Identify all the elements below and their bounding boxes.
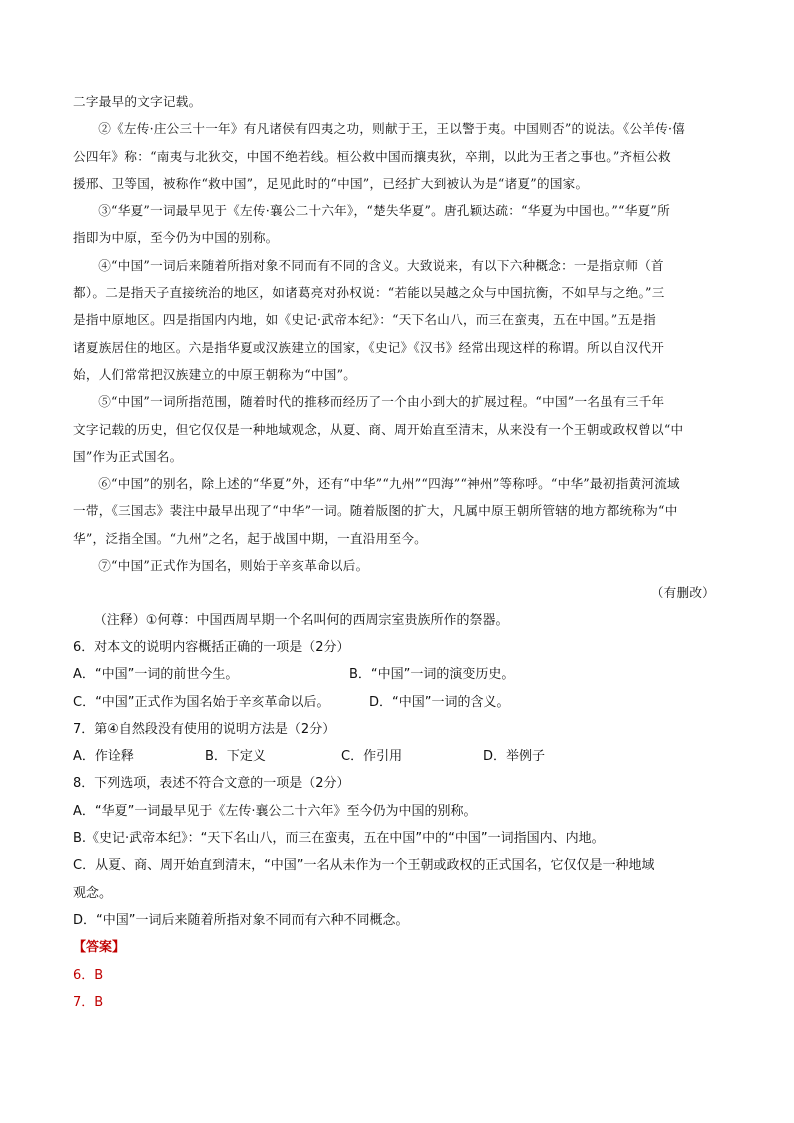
passage-line: 始，人们常常把汉族建立的中原王朝称为“中国”。 — [73, 366, 357, 382]
passage-line: 指即为中原，至今仍为中国的别称。 — [73, 230, 279, 246]
options-row — [73, 743, 723, 770]
option-c: C．从夏、商、周开始直到清末，“中国”一名从未作为一个王朝或政权的正式国名，它仅仅是一种地域 — [73, 858, 655, 874]
option-b: B.《史记·武帝本纪》：“天下名山八，而三在蛮夷，五在中国”中的“中国”一词指国内、内地。 — [73, 831, 605, 847]
question-7 — [73, 716, 723, 771]
question-6 — [73, 634, 723, 716]
option-a: A．“中国”一词的前世今生。 — [73, 667, 239, 683]
passage-line: 国”作为正式国名。 — [73, 448, 183, 464]
option-a: A．“华夏”一词最早见于《左传·襄公二十六年》至今仍为中国的别称。 — [73, 803, 477, 819]
passage-paragraph-6: ⑥“中国”的别名，除上述的“华夏”外，还有“中华”“九州”“四海”“神州”等称呼。“中华”最初指黄河流域 — [98, 476, 680, 492]
answer-7: 7．B — [73, 994, 104, 1010]
option-c: C．“中国”正式作为国名始于辛亥革命以后。 — [73, 694, 330, 710]
option-c: C．作引用 — [341, 749, 403, 765]
option-a: A．作诠释 — [73, 749, 134, 765]
passage-paragraph-3: ③“华夏”一词最早见于《左传·襄公二十六年》，“楚失华夏”。唐孔颖达疏：“华夏为中国也。”“华夏”所 — [98, 203, 670, 219]
passage-line: 华”，泛指全国。“九州”之名，起于战国中期，一直沿用至今。 — [73, 530, 428, 546]
option-c-continued: 观念。 — [73, 885, 113, 901]
option-b: B．下定义 — [205, 749, 266, 765]
passage-line: 一带，《三国志》裴注中最早出现了“中华”一词。随着版图的扩大，凡属中原王朝所管辖的地方都统称为“中 — [73, 503, 678, 519]
passage-line: 二字最早的文字记载。 — [73, 94, 202, 109]
answer-section — [73, 934, 723, 1016]
passage-line: 是指中原地区。四是指国内内地，如《史记·武帝本纪》：“天下名山八，而三在蛮夷，五在中国。”五是指 — [73, 312, 656, 328]
annotation-note: （注释）①何尊：中国西周早期一个名叫何的西周宗室贵族所作的祭器。 — [93, 612, 509, 628]
document-page — [73, 88, 723, 1016]
reading-passage — [73, 88, 723, 607]
passage-line: 公四年》称：“南夷与北狄交，中国不绝若线。桓公救中国而攘夷狄，卒荆，以此为王者之事也。”齐桓公救 — [73, 148, 671, 164]
question-8 — [73, 770, 723, 934]
source-note: （有删改） — [650, 585, 715, 601]
option-d: D．“中国”一词的含义。 — [369, 694, 510, 710]
passage-paragraph-4: ④“中国”一词后来随着所指对象不同而有不同的含义。大致说来，有以下六种概念：一是指京师（首 — [98, 257, 664, 273]
passage-paragraph-2: ②《左传·庄公三十一年》有凡诸侯有四夷之功，则献于王，王以警于夷。中国则否”的说法。《公羊传·僖 — [98, 121, 686, 137]
options-row — [73, 661, 723, 688]
passage-paragraph-7: ⑦“中国”正式作为国名，则始于辛亥革命以后。 — [98, 558, 369, 574]
passage-line: 都）。二是指天子直接统治的地区，如诸葛亮对孙权说：“若能以吴越之众与中国抗衡，不如早与之绝。”三 — [73, 285, 665, 301]
option-d: D．“中国”一词后来随着所指对象不同而有六种不同概念。 — [73, 912, 409, 928]
passage-line: 诸夏族居住的地区。六是指华夏或汉族建立的国家，《史记》《汉书》经常出现这样的称谓。所以自汉代开 — [73, 339, 665, 355]
passage-paragraph-5: ⑤“中国”一词所指范围，随着时代的推移而经历了一个由小到大的扩展过程。“中国”一名虽有三千年 — [98, 394, 665, 410]
option-d: D．举例子 — [483, 749, 546, 765]
passage-line: 文字记载的历史，但它仅仅是一种地域观念，从夏、商、周开始直至清末，从来没有一个王朝或政权曾以“中 — [73, 421, 684, 437]
passage-line: 援邢、卫等国，被称作“救中国”，足见此时的“中国”，已经扩大到被认为是“诸夏”的国家。 — [73, 175, 589, 191]
question-stem: 6．对本文的说明内容概括正确的一项是（2分） — [73, 639, 350, 655]
answer-6: 6．B — [73, 967, 104, 983]
option-b: B．“中国”一词的演变历史。 — [349, 667, 515, 683]
answer-heading: 【答案】 — [73, 940, 126, 956]
question-stem: 7．第④自然段没有使用的说明方法是（2分） — [73, 721, 336, 737]
question-stem: 8．下列选项，表述不符合文意的一项是（2分） — [73, 776, 350, 792]
options-row — [73, 689, 723, 716]
